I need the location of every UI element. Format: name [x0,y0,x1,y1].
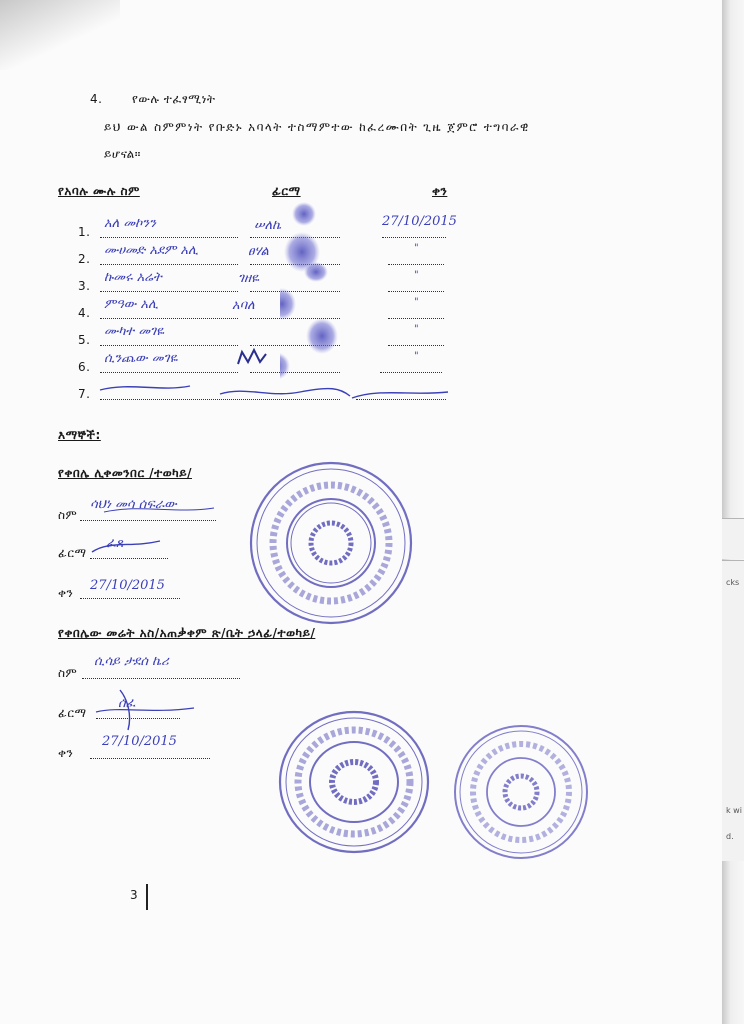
seal-emblem [505,776,537,808]
official-seal-stamp [274,704,434,860]
page-number-bar [146,884,148,910]
seal-ring [310,742,398,822]
edge-text: d. [726,832,734,841]
member-signature: አባለ [232,298,255,313]
receiver2-name-label: ስም [58,666,78,680]
member-date: " [414,324,419,335]
ink-stroke [352,392,448,398]
edge-text: k wi [726,806,742,815]
ink-stroke [100,386,190,390]
receiver2-heading: የቀበሌው መሬት አስ/አጠቃቀም ጽ/ቤት ኃላፊ/ተወካይ/ [58,626,316,640]
member-name: ሲንጨው መገዬ [104,351,178,366]
receiver1-sig-value: ፈጸ [106,536,124,551]
row-number: 7. [78,387,91,401]
member-name: ሙሀመድ አደም አሊ [104,243,199,258]
row-number: 4. [78,306,91,320]
receiver2-date-value: 27/10/2015 [102,734,177,749]
receiver1-name-label: ስም [58,508,78,522]
member-date: " [414,297,419,308]
seal-emblem [311,523,351,563]
receiver2-name-value: ሲሳይ ታደሰ ኬሪ [94,654,169,669]
dotted-line [90,546,168,559]
member-name: አለ መኮንን [104,216,156,231]
seal-ring [291,503,371,583]
witnesses-heading: እማኞች: [58,428,101,442]
column-header-signature: ፊርማ [272,184,301,198]
seal-text-band [298,730,410,834]
member-signature: ገዘዬ [238,271,259,286]
section-heading: የውሉ ተፈፃሚነት [132,92,216,106]
receiver1-sig-label: ፊርማ [58,546,87,560]
ink-stroke [238,350,266,364]
page-number: 3 [130,888,139,902]
member-signature: ፀሃል [248,244,269,259]
seal-ring [257,469,405,617]
receiver1-heading: የቀበሌ ሊቀመንበር /ተወካይ/ [58,466,192,480]
member-name: ምዓው አሊ [104,297,159,312]
member-date: " [414,243,419,254]
member-date: " [414,270,419,281]
receiver1-date-value: 27/10/2015 [90,578,165,593]
edge-text: cks [726,578,740,587]
fingerprint-icon [280,200,340,390]
row-number: 1. [78,225,91,239]
row-number: 2. [78,252,91,266]
column-header-name: የአባሉ ሙሉ ስም [58,184,140,198]
official-seal-stamp [450,722,592,862]
seal-ring [460,731,582,853]
member-name: ሙካተ መገዬ [104,324,164,339]
receiver2-sig-value: ሰፈ [118,696,136,711]
receiver2-sig-label: ፊርማ [58,706,87,720]
receiver2-date-label: ቀን [58,746,74,760]
fingerprint-mark [292,202,316,226]
row-number: 3. [78,279,91,293]
receiver1-name-value: ሳህነ መሳ ሰፍራው [90,497,177,512]
section-body-line: ይሆናል። [104,147,141,161]
member-name: ኩመሩ አሬት [104,270,162,285]
section-body-line: ይህ ውል ስምምነት የቡድኑ አባላት ተስማምተው ከፈረሙበት ጊዜ ጀምሮ ተግባራዊ [104,120,530,134]
member-date: 27/10/2015 [382,214,457,229]
fingerprint-mark [280,352,290,380]
fingerprint-mark [306,318,338,354]
seal-ring [287,499,375,587]
member-signature: ሠለኬ [254,218,282,233]
fingerprint-mark [304,262,328,282]
row-number: 5. [78,333,91,347]
receiver1-date-label: ቀን [58,586,74,600]
seal-ring [286,718,422,846]
seal-emblem [332,762,376,802]
fingerprint-mark [280,288,296,320]
section-number: 4. [90,92,103,106]
official-seal-stamp [246,458,416,628]
dotted-line [96,706,180,719]
seal-ring [487,758,555,826]
column-header-date: ቀን [432,184,448,198]
member-date: " [414,351,419,362]
seal-text-band [273,485,389,601]
row-number: 6. [78,360,91,374]
